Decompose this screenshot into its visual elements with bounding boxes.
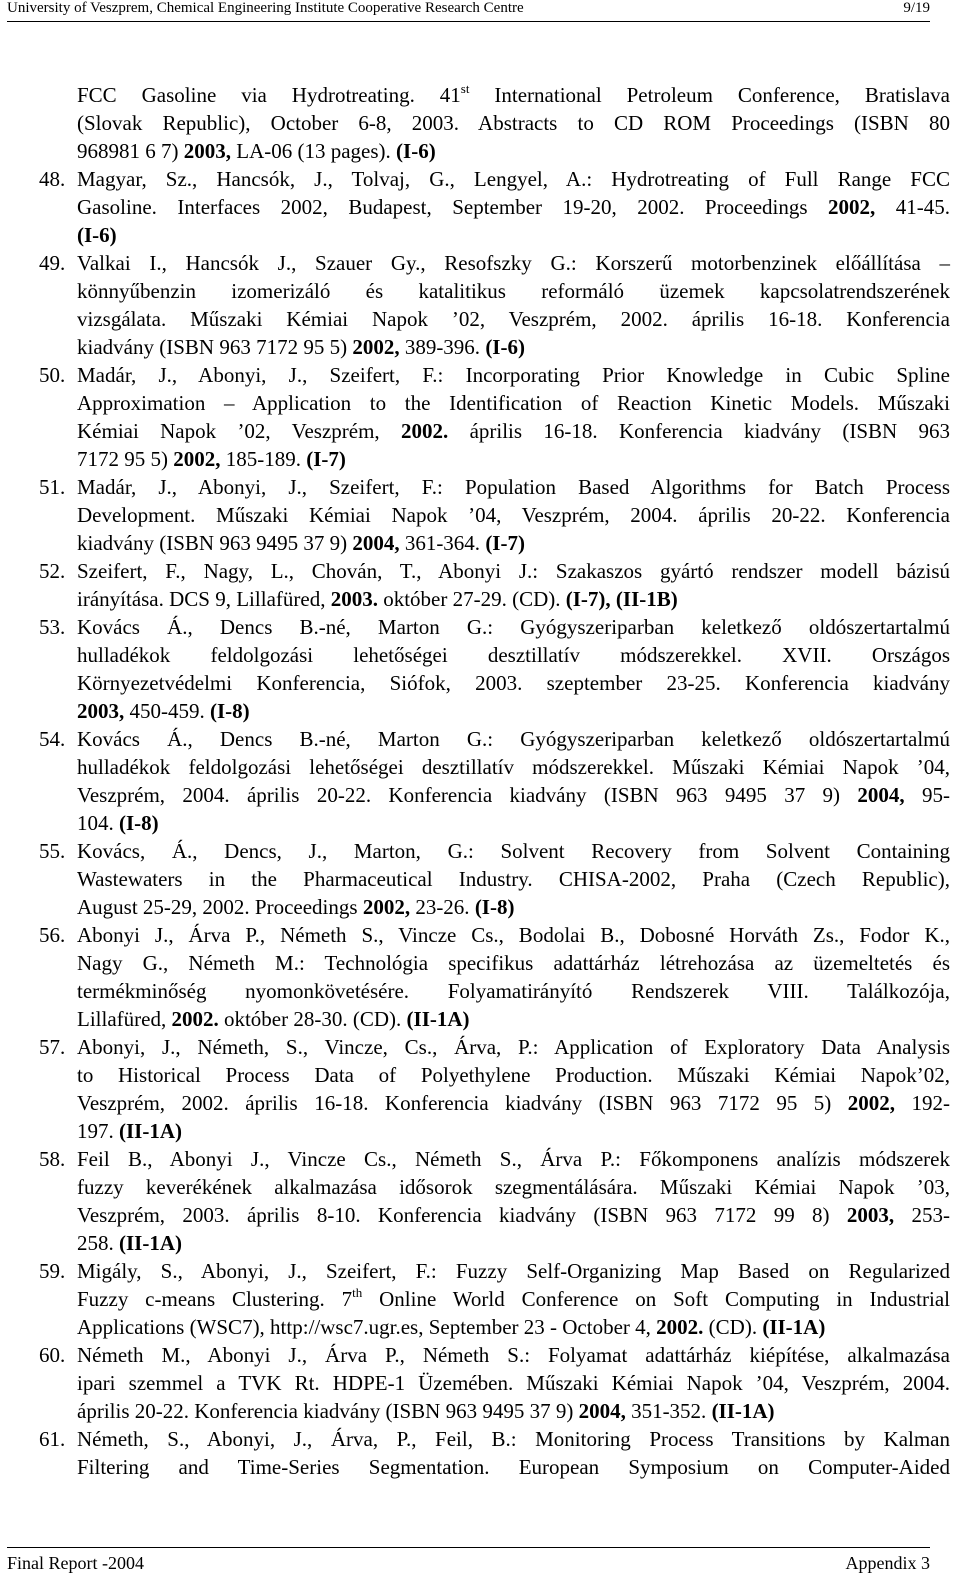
reference-line bbox=[77, 501, 950, 529]
reference-line bbox=[77, 557, 950, 585]
reference-line bbox=[77, 1369, 950, 1397]
reference-text: (I-6) bbox=[485, 335, 525, 359]
reference-text: Németh M., Abonyi J., Árva P., Németh S.: Folyamat adattárház kiépítése, alkalmazása bbox=[77, 1343, 950, 1367]
reference-text: (I-8) bbox=[210, 699, 250, 723]
reference-text: 450-459. bbox=[124, 699, 210, 723]
reference-line bbox=[77, 1033, 950, 1061]
reference-line bbox=[77, 1257, 950, 1285]
reference-text: ipari szemmel a TVK Rt. HDPE-1 Üzemében. Műszaki Kémiai Napok ’04, Veszprém, 2004. bbox=[77, 1371, 950, 1395]
reference-line bbox=[77, 1285, 950, 1313]
reference-number: 48. bbox=[39, 167, 66, 191]
reference-text: Környezetvédelmi Konferencia, Siófok, 2003. szeptember 23-25. Konferencia kiadvány bbox=[77, 671, 950, 695]
reference-line: 968981 6 7) 2003, LA-06 (13 pages). (I-6) bbox=[77, 139, 436, 163]
reference-text: könnyűbenzin izomerizáló és katalitikus reformáló üzemek kapcsolatrendszerének bbox=[77, 279, 950, 303]
reference-line bbox=[77, 585, 950, 613]
reference-line bbox=[77, 1145, 950, 1173]
reference-text: 2002. bbox=[171, 1007, 219, 1031]
reference-text: 2004, bbox=[857, 783, 905, 807]
reference-line bbox=[77, 249, 950, 277]
reference-number: 49. bbox=[39, 251, 66, 275]
reference-entry bbox=[37, 921, 950, 1033]
reference-number: 58. bbox=[39, 1147, 66, 1171]
reference-text: (I-8) bbox=[474, 895, 515, 919]
reference-text: 23-26. bbox=[410, 895, 475, 919]
reference-line bbox=[77, 1173, 950, 1201]
reference-text: október 28-30. (CD). bbox=[218, 1007, 407, 1031]
reference-line bbox=[77, 529, 950, 557]
reference-entry bbox=[37, 249, 950, 361]
reference-text: Kovács Á., Dencs B.-né, Marton G.: Gyógyszeriparban keletkező oldószertartalmú bbox=[77, 727, 950, 751]
reference-number: 54. bbox=[39, 727, 66, 751]
reference-entry bbox=[37, 1425, 950, 1481]
reference-entry bbox=[37, 1257, 950, 1341]
reference-line: FCC Gasoline via Hydrotreating. 41st International Petroleum Conference, Bratislava bbox=[77, 81, 950, 107]
reference-number: 57. bbox=[39, 1035, 66, 1059]
footer-appendix: Appendix 3 bbox=[845, 1553, 930, 1573]
reference-text: Veszprém, 2002. április 16-18. Konferencia kiadvány (ISBN 963 7172 95 5) bbox=[77, 1091, 848, 1115]
reference-number: 60. bbox=[39, 1343, 66, 1367]
reference-text: Migály, S., Abonyi, J., Szeifert, F.: Fuzzy Self-Organizing Map Based on Regularized bbox=[77, 1259, 950, 1283]
reference-text: 197. bbox=[77, 1119, 119, 1143]
reference-text: 2004, bbox=[352, 531, 400, 555]
reference-text: (I-7), (II-1B) bbox=[565, 587, 678, 611]
reference-number: 61. bbox=[39, 1427, 66, 1451]
page-header bbox=[7, 0, 930, 22]
reference-line bbox=[77, 1397, 950, 1425]
reference-text: (II-1A) bbox=[762, 1315, 826, 1339]
page-footer bbox=[7, 1547, 930, 1574]
reference-line bbox=[77, 921, 950, 949]
reference-text: fuzzy keverékének alkalmazása idősorok szegmentálására. Műszaki Kémiai Napok ’03, bbox=[77, 1175, 950, 1199]
reference-text: vizsgálata. Műszaki Kémiai Napok ’02, Veszprém, 2002. április 16-18. Konferencia bbox=[77, 307, 950, 331]
reference-line bbox=[77, 753, 950, 781]
reference-text: th bbox=[352, 1285, 363, 1300]
reference-line bbox=[77, 473, 950, 501]
reference-continuation bbox=[37, 81, 950, 165]
reference-line bbox=[77, 445, 950, 473]
reference-text: Veszprém, 2004. április 20-22. Konferencia kiadvány (ISBN 963 9495 37 9) bbox=[77, 783, 858, 807]
reference-text: 258. bbox=[77, 1231, 119, 1255]
reference-line bbox=[77, 669, 950, 697]
reference-line: (Slovak Republic), October 6-8, 2003. Abstracts to CD ROM Proceedings (ISBN 80 bbox=[77, 111, 950, 135]
reference-line bbox=[77, 781, 950, 809]
reference-entry bbox=[37, 1341, 950, 1425]
reference-entry bbox=[37, 473, 950, 557]
reference-line bbox=[77, 1061, 950, 1089]
reference-text: Feil B., Abonyi J., Vincze Cs., Németh S., Árva P.: Főkomponens analízis módszerek bbox=[77, 1147, 950, 1171]
reference-entry bbox=[37, 1033, 950, 1145]
reference-text: Magyar, Sz., Hancsók, J., Tolvaj, G., Lengyel, A.: Hydrotreating of Full Range FCC bbox=[77, 167, 950, 191]
reference-text: 2002, bbox=[362, 895, 411, 919]
reference-line bbox=[77, 389, 950, 417]
reference-text: Approximation – Application to the Identification of Reaction Kinetic Models. Műszaki bbox=[77, 391, 950, 415]
reference-text: Applications (WSC7), http://wsc7.ugr.es, September 23 - October 4, bbox=[77, 1315, 657, 1339]
reference-text: (II-1A) bbox=[711, 1399, 775, 1423]
header-institution: University of Veszprem, Chemical Engineering Institute Cooperative Research Centre bbox=[7, 0, 524, 16]
reference-text: (II-1A) bbox=[119, 1231, 182, 1255]
reference-line bbox=[77, 1005, 950, 1033]
reference-text: 41-45. bbox=[875, 195, 950, 219]
reference-text: 389-396. bbox=[399, 335, 486, 359]
reference-entry bbox=[37, 361, 950, 473]
reference-text: Madár, J., Abonyi, J., Szeifert, F.: Incorporating Prior Knowledge in Cubic Spline bbox=[77, 363, 950, 387]
reference-line bbox=[77, 1341, 950, 1369]
reference-line bbox=[77, 837, 950, 865]
reference-number: 59. bbox=[39, 1259, 66, 1283]
reference-line bbox=[77, 865, 950, 893]
reference-list bbox=[37, 81, 950, 1481]
reference-text: október 27-29. (CD). bbox=[377, 587, 566, 611]
reference-entry bbox=[37, 1145, 950, 1257]
reference-text: 2002, bbox=[352, 335, 400, 359]
reference-line bbox=[77, 1453, 950, 1481]
reference-line bbox=[77, 977, 950, 1005]
reference-text: (I-6) bbox=[77, 223, 117, 247]
header-page-number: 9/19 bbox=[903, 0, 930, 16]
reference-line bbox=[77, 1117, 950, 1145]
reference-number: 52. bbox=[39, 559, 66, 583]
reference-text: hulladékok feldolgozási lehetőségei desztillatív módszerekkel. XVII. Országos bbox=[77, 643, 950, 667]
reference-entry bbox=[37, 837, 950, 921]
reference-text: Lillafüred, bbox=[77, 1007, 172, 1031]
reference-text: August 25-29, 2002. Proceedings bbox=[77, 895, 363, 919]
reference-text: 104. bbox=[77, 811, 119, 835]
reference-text: (I-8) bbox=[119, 811, 159, 835]
reference-line bbox=[77, 417, 950, 445]
reference-text: Szeifert, F., Nagy, L., Chován, T., Abonyi J.: Szakaszos gyártó rendszer modell bázisú bbox=[77, 559, 950, 583]
reference-text: 351-352. bbox=[625, 1399, 712, 1423]
reference-text: 2002, bbox=[828, 195, 876, 219]
reference-text: kiadvány (ISBN 963 9495 37 9) bbox=[77, 531, 353, 555]
reference-text: Kovács Á., Dencs B.-né, Marton G.: Gyógyszeriparban keletkező oldószertartalmú bbox=[77, 615, 950, 639]
reference-line bbox=[77, 697, 950, 725]
reference-text: (I-7) bbox=[485, 531, 525, 555]
reference-line bbox=[77, 221, 950, 249]
reference-text: 185-189. bbox=[220, 447, 307, 471]
reference-text: Madár, J., Abonyi, J., Szeifert, F.: Population Based Algorithms for Batch Process bbox=[77, 475, 950, 499]
reference-text: 253- bbox=[894, 1203, 950, 1227]
reference-text: Wastewaters in the Pharmaceutical Industry. CHISA-2002, Praha (Czech Republic), bbox=[77, 867, 950, 891]
reference-text: hulladékok feldolgozási lehetőségei desztillatív módszerekkel. Műszaki Kémiai Napok ’04, bbox=[77, 755, 950, 779]
reference-text: 2003, bbox=[846, 1203, 895, 1227]
reference-text: 192- bbox=[895, 1091, 950, 1115]
reference-text: 2004, bbox=[578, 1399, 626, 1423]
reference-line bbox=[77, 1229, 950, 1257]
reference-text: termékminőség nyomonkövetésére. Folyamatirányító Rendszerek VIII. Találkozója, bbox=[77, 979, 950, 1003]
reference-text: (II-1A) bbox=[406, 1007, 470, 1031]
reference-line bbox=[77, 165, 950, 193]
reference-text: Németh, S., Abonyi, J., Árva, P., Feil, B.: Monitoring Process Transitions by Kalman bbox=[77, 1427, 950, 1451]
reference-text: Abonyi J., Árva P., Németh S., Vincze Cs., Bodolai B., Dobosné Horváth Zs., Fodor K., bbox=[77, 923, 950, 947]
reference-text: 2003. bbox=[330, 587, 378, 611]
reference-line bbox=[77, 641, 950, 669]
reference-text: kiadvány (ISBN 963 7172 95 5) bbox=[77, 335, 353, 359]
reference-text: (II-1A) bbox=[119, 1119, 182, 1143]
reference-text: 2002, bbox=[847, 1091, 896, 1115]
reference-entry bbox=[37, 613, 950, 725]
reference-text: 2002. bbox=[401, 419, 449, 443]
reference-text: 361-364. bbox=[399, 531, 486, 555]
reference-number: 51. bbox=[39, 475, 66, 499]
reference-entry bbox=[37, 725, 950, 837]
reference-line bbox=[77, 1201, 950, 1229]
reference-text: (I-7) bbox=[306, 447, 346, 471]
reference-text: Development. Műszaki Kémiai Napok ’04, Veszprém, 2004. április 20-22. Konferencia bbox=[77, 503, 950, 527]
reference-text: to Historical Process Data of Polyethylene Production. Műszaki Kémiai Napok’02, bbox=[77, 1063, 950, 1087]
reference-number: 56. bbox=[39, 923, 66, 947]
reference-line bbox=[77, 333, 950, 361]
reference-line bbox=[77, 613, 950, 641]
reference-number: 53. bbox=[39, 615, 66, 639]
reference-line bbox=[77, 305, 950, 333]
reference-text: Gasoline. Interfaces 2002, Budapest, September 19-20, 2002. Proceedings bbox=[77, 195, 829, 219]
reference-text: 95- bbox=[904, 783, 950, 807]
reference-text: Valkai I., Hancsók J., Szauer Gy., Resofszky G.: Korszerű motorbenzinek előállítása – bbox=[77, 251, 950, 275]
reference-entry bbox=[37, 557, 950, 613]
reference-line bbox=[77, 1089, 950, 1117]
reference-line bbox=[77, 1313, 950, 1341]
reference-text: 2002. bbox=[656, 1315, 704, 1339]
reference-text: Kovács, Á., Dencs, J., Marton, G.: Solvent Recovery from Solvent Containing bbox=[77, 839, 950, 863]
reference-line bbox=[77, 193, 950, 221]
reference-line bbox=[77, 809, 950, 837]
footer-report-title: Final Report -2004 bbox=[7, 1553, 144, 1573]
reference-line bbox=[77, 361, 950, 389]
reference-text: 2003, bbox=[77, 699, 125, 723]
reference-line bbox=[77, 725, 950, 753]
reference-text: Kémiai Napok ’02, Veszprém, bbox=[77, 419, 401, 443]
reference-text: (CD). bbox=[703, 1315, 763, 1339]
reference-line bbox=[77, 1425, 950, 1453]
reference-number: 50. bbox=[39, 363, 66, 387]
reference-text: Nagy G., Németh M.: Technológia specifikus adattárház létrehozása az üzemeltetés és bbox=[77, 951, 950, 975]
reference-text: Online World Conference on Soft Computing in Industrial bbox=[362, 1287, 951, 1311]
reference-text: irányítása. DCS 9, Lillafüred, bbox=[77, 587, 331, 611]
reference-text: 2002, bbox=[173, 447, 221, 471]
reference-line bbox=[77, 949, 950, 977]
reference-number: 55. bbox=[39, 839, 66, 863]
reference-entry bbox=[37, 165, 950, 249]
reference-text: Abonyi, J., Németh, S., Vincze, Cs., Árva, P.: Application of Exploratory Data Analysis bbox=[77, 1035, 950, 1059]
reference-line bbox=[77, 277, 950, 305]
reference-text: 7172 95 5) bbox=[77, 447, 174, 471]
reference-text: Veszprém, 2003. április 8-10. Konferencia kiadvány (ISBN 963 7172 99 8) bbox=[77, 1203, 847, 1227]
reference-text: Filtering and Time-Series Segmentation. European Symposium on Computer-Aided bbox=[77, 1455, 950, 1479]
reference-text: április 16-18. Konferencia kiadvány (ISBN 963 bbox=[448, 419, 950, 443]
reference-text: Fuzzy c-means Clustering. 7 bbox=[77, 1287, 353, 1311]
reference-text: április 20-22. Konferencia kiadvány (ISBN 963 9495 37 9) bbox=[77, 1399, 579, 1423]
reference-line bbox=[77, 893, 950, 921]
